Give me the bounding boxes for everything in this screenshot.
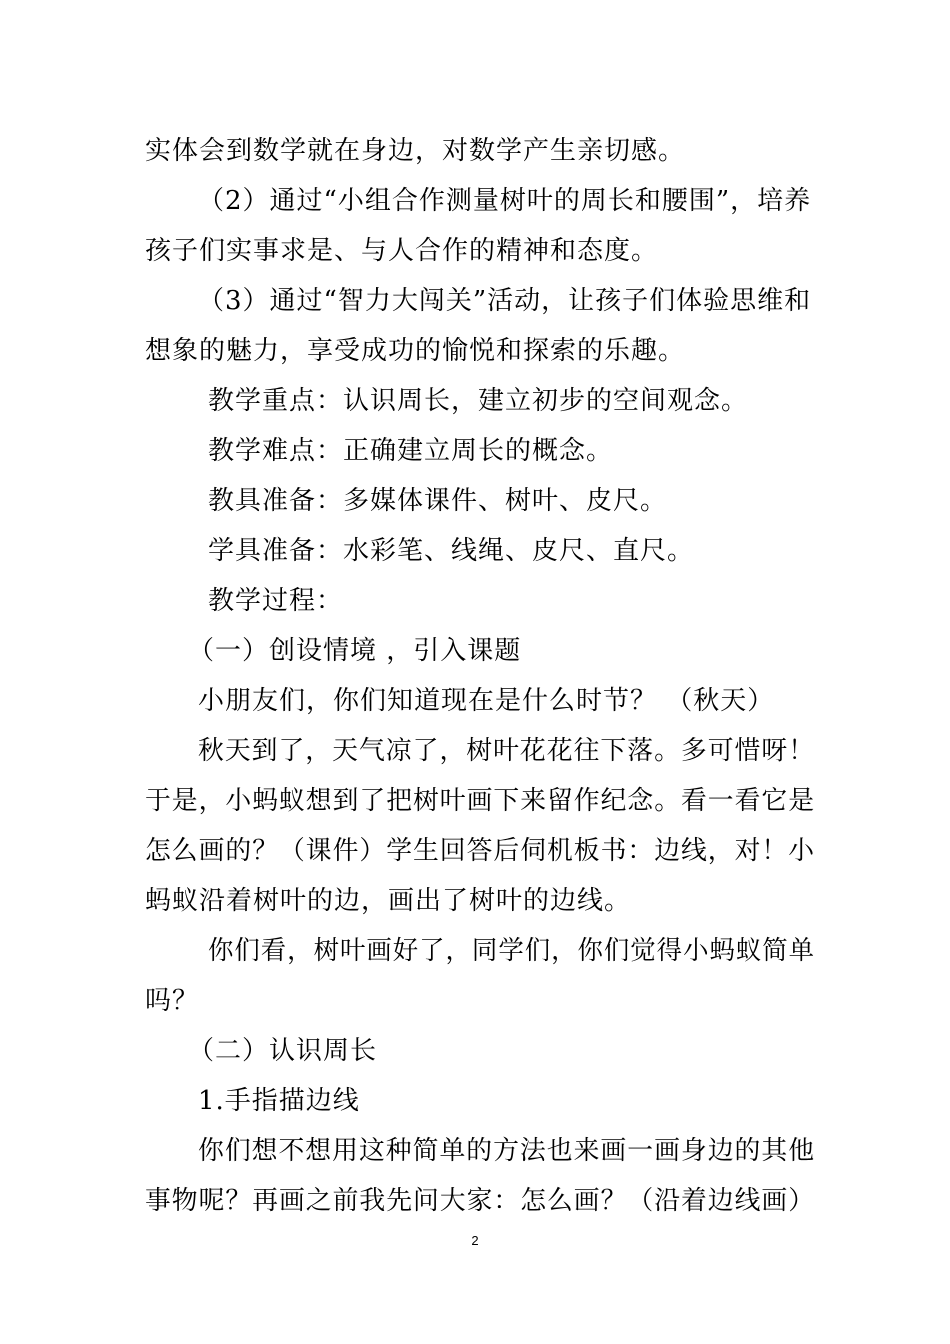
text-line: 想象的魅力，享受成功的愉悦和探索的乐趣。 — [145, 336, 686, 366]
text-line: 学具准备：水彩笔、线绳、皮尺、直尺。 — [208, 536, 695, 566]
subsection-heading: 1.手指描边线 — [198, 1086, 360, 1116]
text-line: 你们想不想用这种简单的方法也来画一画身边的其他 — [198, 1136, 816, 1166]
section-heading: （二）认识周长 — [188, 1036, 378, 1066]
text-line: 实体会到数学就在身边，对数学产生亲切感。 — [145, 136, 686, 166]
text-line: 蚂蚁沿着树叶的边，画出了树叶的边线。 — [145, 886, 632, 916]
text-line: 孩子们实事求是、与人合作的精神和态度。 — [145, 236, 659, 266]
section-heading: （一）创设情境 ，引入课题 — [188, 636, 522, 666]
text-line: （2）通过“小组合作测量树叶的周长和腰围”，培养 — [198, 186, 812, 216]
page-number: 2 — [471, 1233, 479, 1248]
text-line: 吗？ — [145, 986, 200, 1016]
text-line: 教具准备：多媒体课件、树叶、皮尺。 — [208, 486, 668, 516]
text-line: 事物呢？再画之前我先问大家：怎么画？（沿着边线画） — [145, 1186, 816, 1216]
text-line: 你们看，树叶画好了，同学们，你们觉得小蚂蚁简单 — [208, 936, 816, 966]
text-line: 小朋友们，你们知道现在是什么时节？ （秋天） — [198, 686, 775, 716]
text-line: （3）通过“智力大闯关”活动，让孩子们体验思维和 — [198, 286, 812, 316]
text-line: 教学难点：正确建立周长的概念。 — [208, 436, 614, 466]
section-heading: 教学过程： — [208, 586, 344, 616]
text-line: 秋天到了，天气凉了，树叶花花往下落。多可惜呀！ — [198, 736, 816, 766]
text-line: 怎么画的？（课件）学生回答后伺机板书：边线，对！小 — [145, 836, 816, 866]
text-line: 于是，小蚂蚁想到了把树叶画下来留作纪念。看一看它是 — [145, 786, 816, 816]
text-line: 教学重点：认识周长，建立初步的空间观念。 — [208, 386, 749, 416]
